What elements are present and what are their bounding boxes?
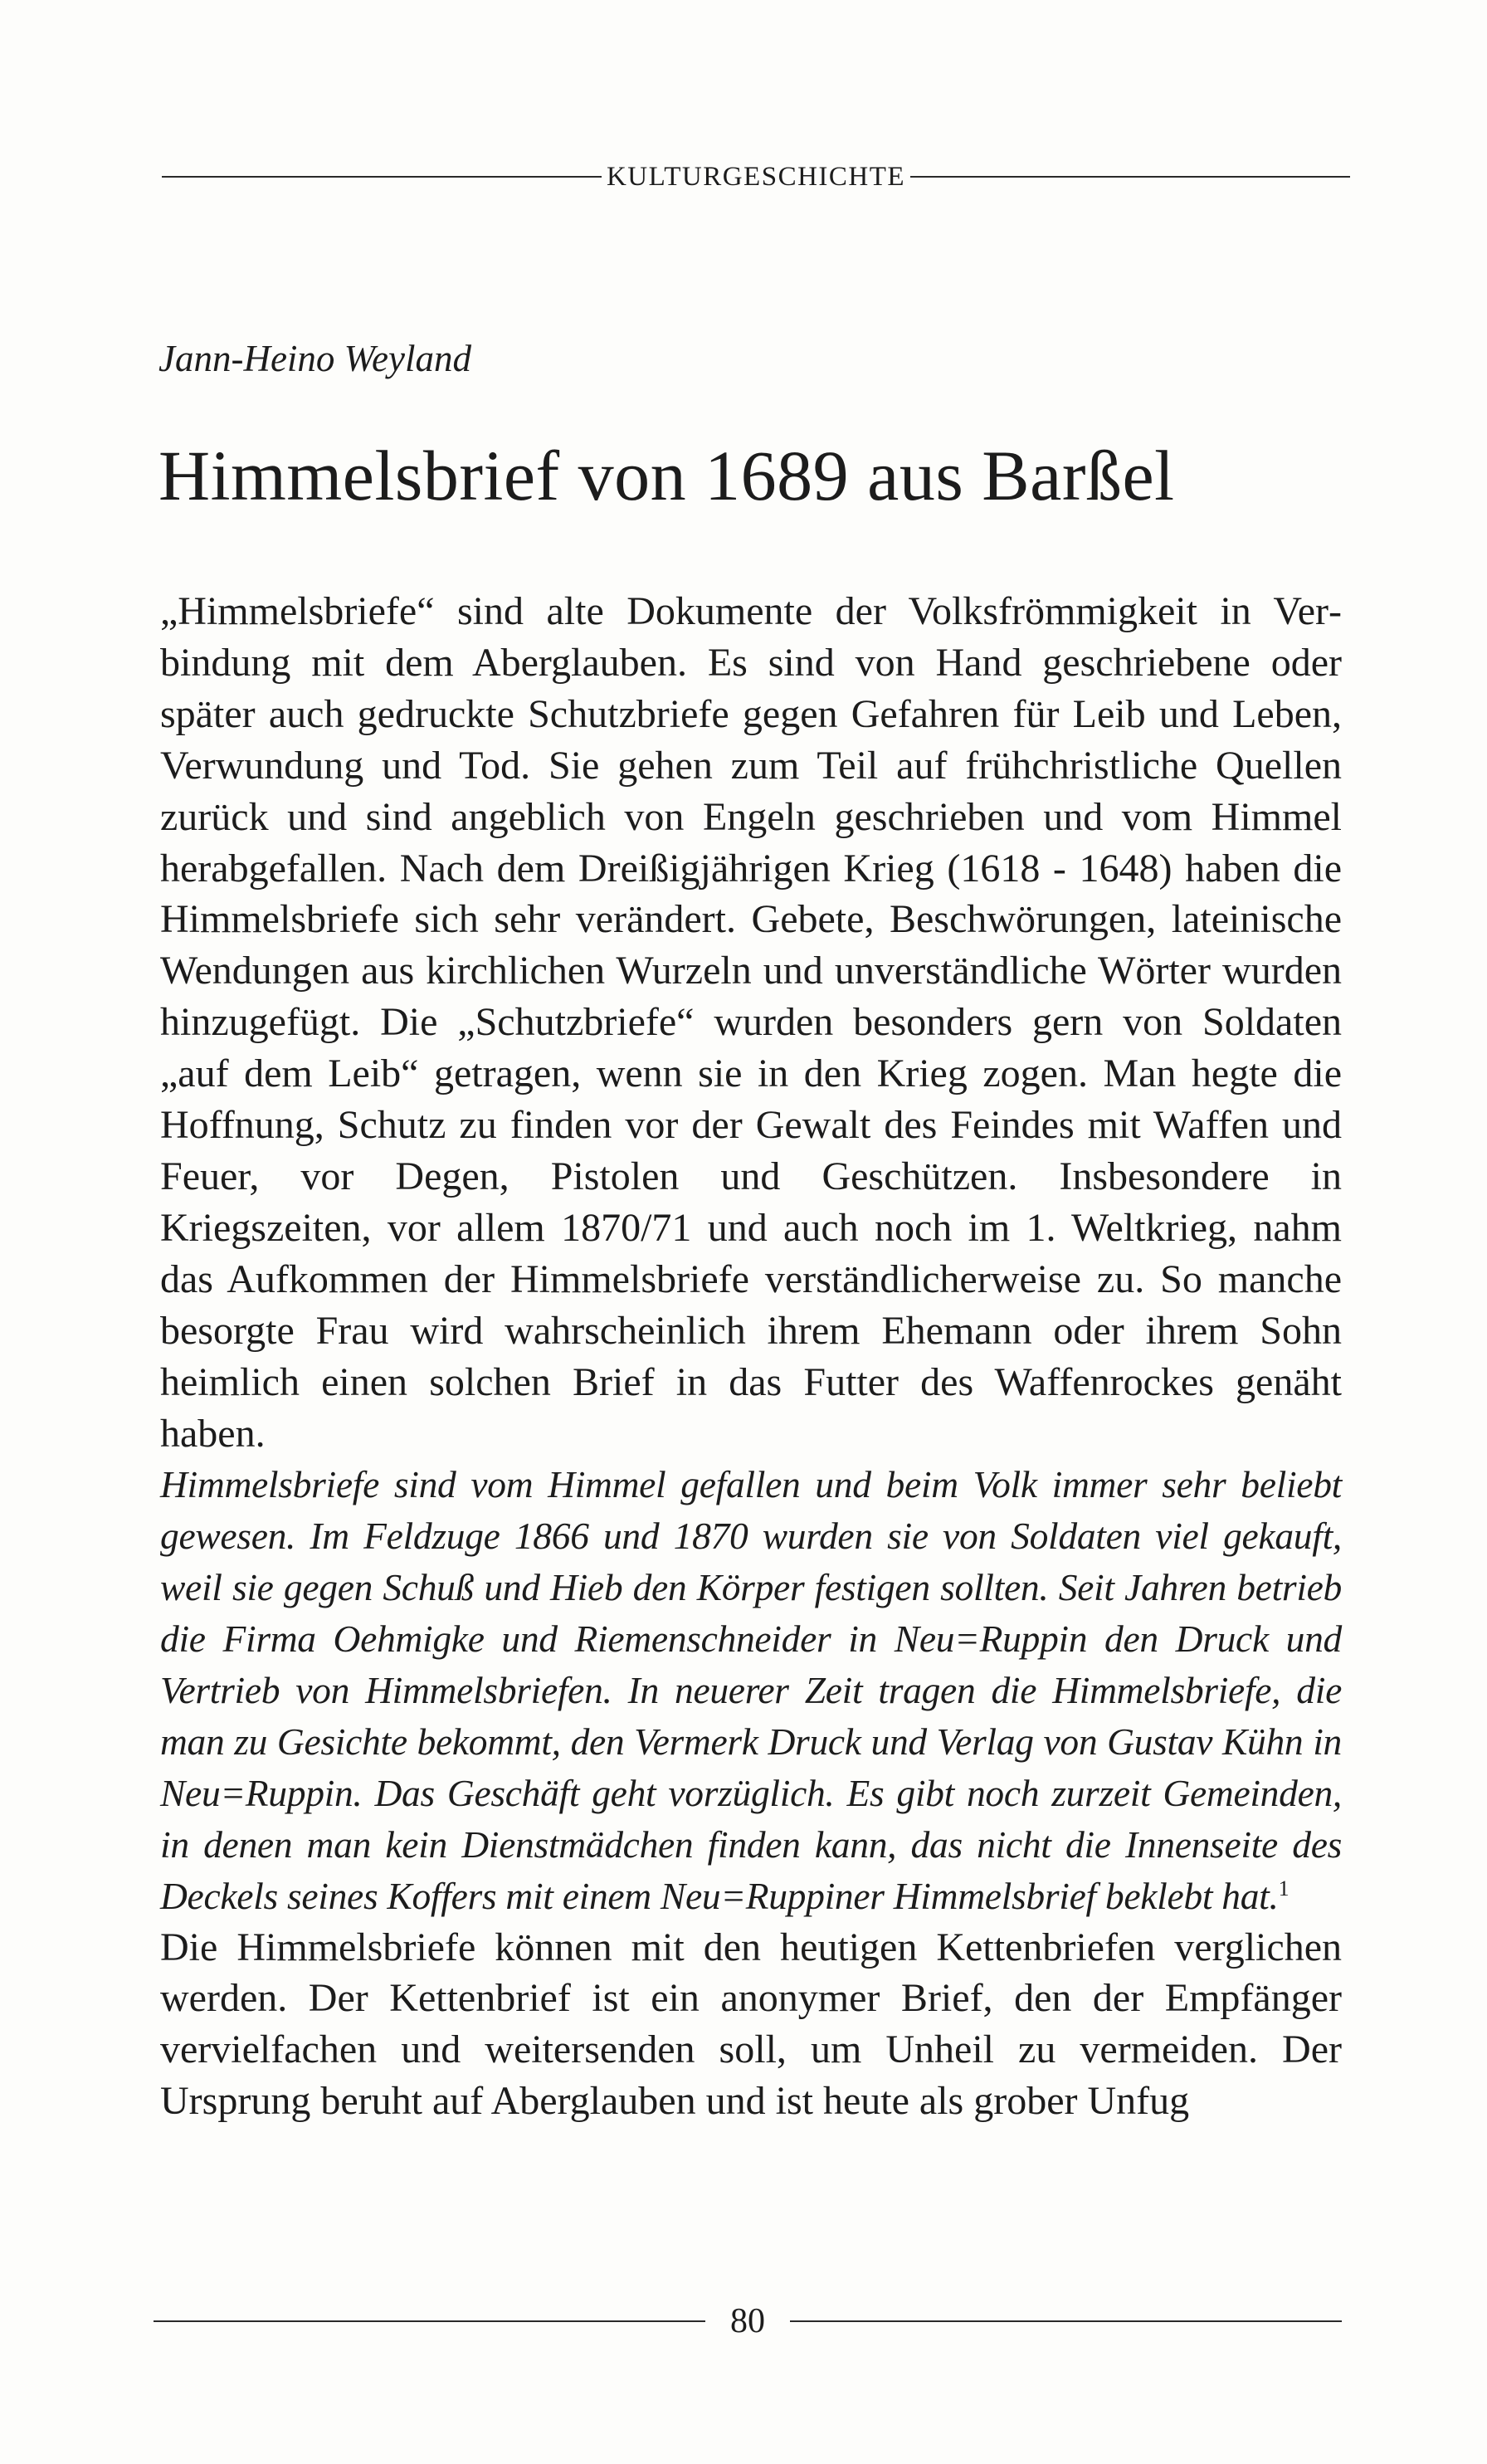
author-name: Jann-Heino Weyland <box>158 338 471 379</box>
running-header <box>162 160 1350 193</box>
header-rule-left <box>162 176 602 178</box>
article-body <box>160 586 1342 2127</box>
article-title: Himmelsbrief von 1689 aus Barßel <box>158 436 1175 515</box>
block-quote <box>160 1459 1342 1921</box>
header-rule-right <box>910 176 1350 178</box>
page-footer <box>154 2301 1342 2342</box>
footer-rule-left <box>154 2320 705 2322</box>
section-title: KULTURGESCHICHTE <box>606 162 906 192</box>
page-number: 80 <box>730 2302 765 2340</box>
quote-text: Himmelsbriefe sind vom Himmel gefallen und beim Volk immer sehr beliebt gewesen. Im Feldzuge 1866 und 1870 wurden sie von Soldaten viel gekauft, weil sie gegen Schuß und Hieb den Körper festigen sollten. Seit Jahren betrieb die Firma Oehmigke und Riemenschneider in Neu=Ruppin den Druck und Vertrieb von Himmelsbriefen. In neuerer Zeit tragen die Himmelsbriefe, die man zu Gesichte bekommt, den Vermerk Druck und Verlag von Gustav Kühn in Neu=Ruppin. Das Geschäft geht vorzüglich. Es gibt noch zurzeit Gemeinden, in denen man kein Dienstmädchen finden kann, das nicht die Innenseite des Deckels seines Koffers mit einem Neu=Ruppiner Himmelsbrief beklebt hat. <box>160 1463 1342 1917</box>
footnote-reference[interactable]: 1 <box>1278 1876 1290 1900</box>
paragraph-chain-letters: Die Himmelsbriefe können mit den heutigen Kettenbriefen verglichen werden. Der Kettenbrief ist ein anonymer Brief, den der Empfänger vervielfachen und weitersenden soll, um Unheil zu vermeiden. Der Ursprung beruht auf Aberglauben und ist heute als grober Unfug <box>160 1925 1342 2124</box>
paragraph-intro: „Himmelsbriefe“ sind alte Dokumente der Volksfrömmigkeit in Verbindung mit dem Aberglauben. Es sind von Hand geschriebene oder später auch gedruckte Schutzbriefe gegen Gefahren für Leib und Leben, Verwundung und Tod. Sie gehen zum Teil auf frühchristliche Quellen zurück und sind angeblich von Engeln geschrieben und vom Himmel herabgefallen. Nach dem Dreißigjährigen Krieg (1618 - 1648) haben die Himmelsbriefe sich sehr verändert. Gebete, Beschwörungen, lateinische Wendungen aus kirchlichen Wurzeln und unverständliche Wörter wurden hinzugefügt. Die „Schutzbriefe“ wurden besonders gern von Soldaten „auf dem Leib“ getragen, wenn sie in den Krieg zogen. Man hegte die Hoffnung, Schutz zu finden vor der Gewalt des Feindes mit Waffen und Feuer, vor Degen, Pistolen und Geschützen. Insbesondere in Kriegszeiten, vor allem 1870/71 und auch noch im 1. Weltkrieg, nahm das Aufkommen der Himmelsbriefe verständlicherweise zu. So manche besorgte Frau wird wahrscheinlich ihrem Ehemann oder ihrem Sohn heimlich einen solchen Brief in das Futter des Waffenrockes genäht haben. <box>160 589 1342 1456</box>
footer-rule-right <box>790 2320 1342 2322</box>
